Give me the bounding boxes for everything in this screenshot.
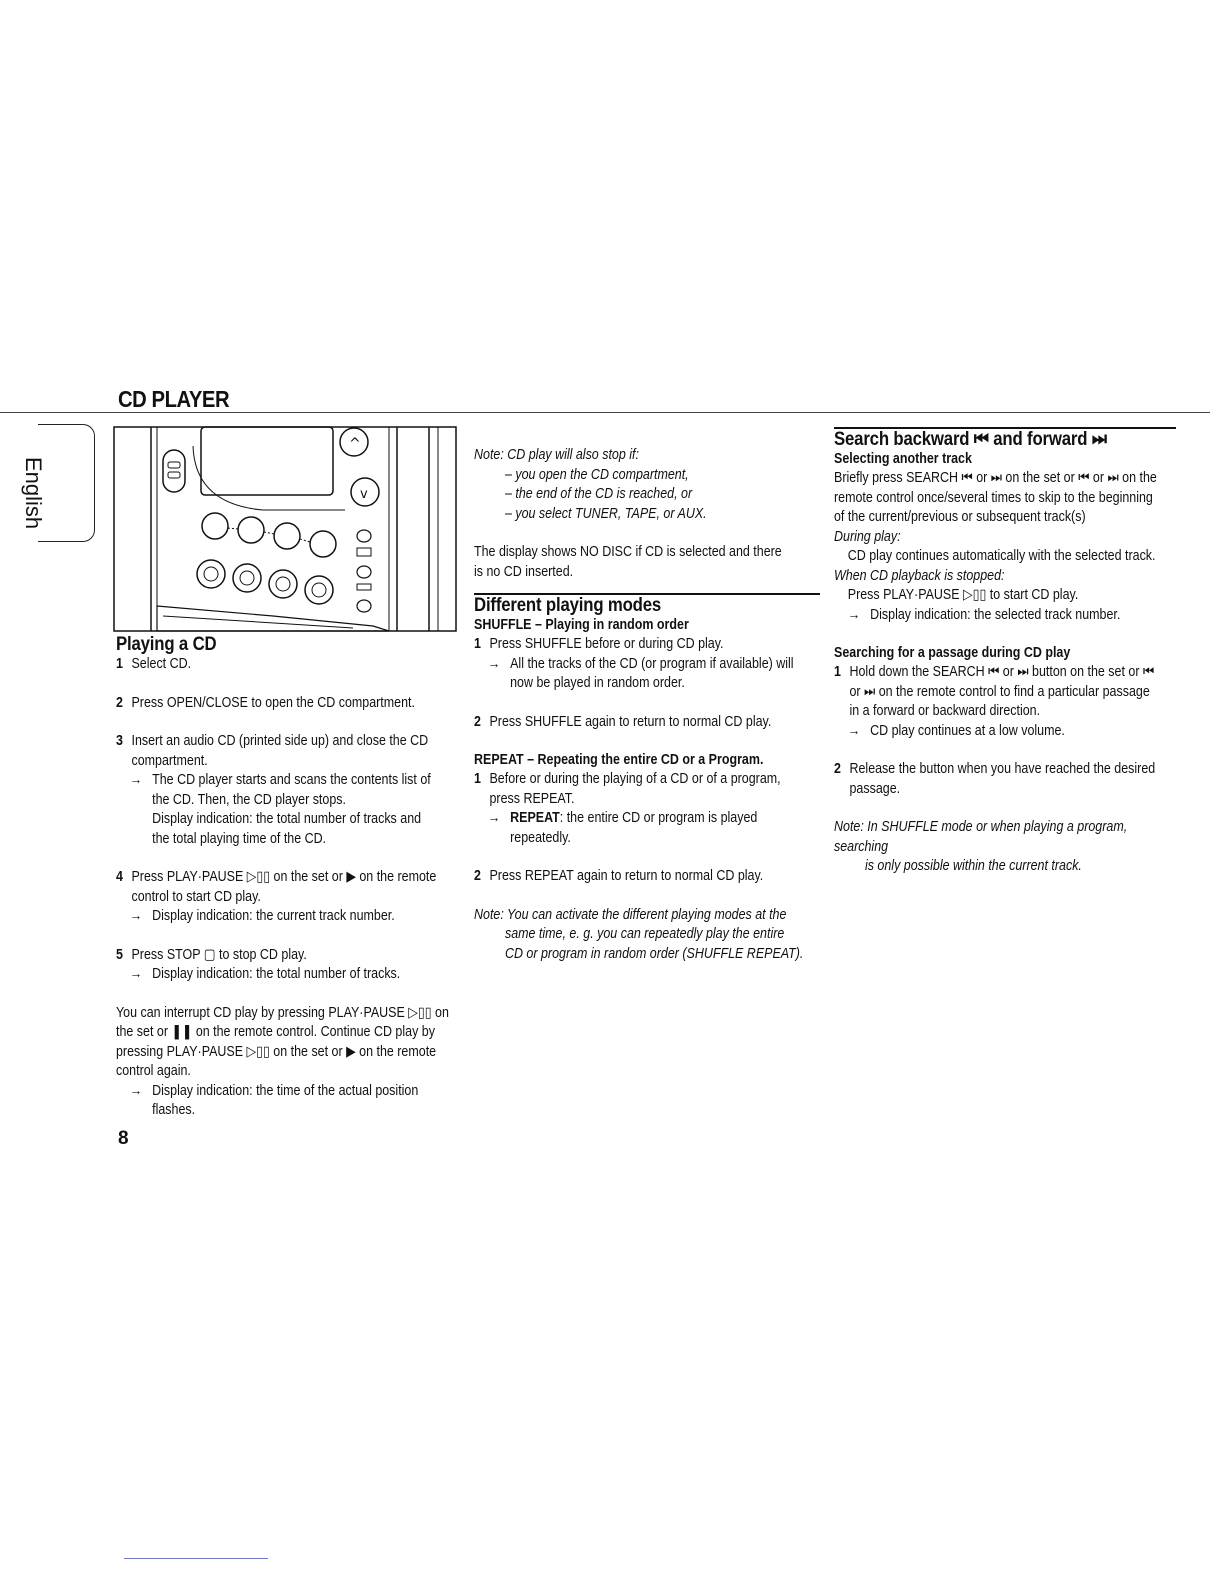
shuffle-step-2: 2 Press SHUFFLE again to return to normal CD play. [474,713,772,730]
note-stop-conditions-title: Note: CD play will also stop if: [474,447,639,463]
svg-text:^: ^ [349,436,361,452]
when-stopped-result: → Display indication: the selected track number. [847,606,1121,623]
svg-text:v: v [360,487,368,502]
language-label: English [21,457,46,530]
device-illustration [113,426,457,632]
interrupt-paragraph: You can interrupt CD play by pressing PLAY·PAUSE ▷▯▯ on the set or ❚❚ on the remote control. Continue CD play by pressing PLAY·PAUSE ▷▯▯ on the set or ▶ on the remote control again. [116,1004,449,1079]
when-stopped-text: Press PLAY·PAUSE ▷▯▯ to start CD play. [847,587,1079,603]
heading-search: Search backward ⏮ and forward ⏭ [834,428,1107,450]
bottom-rule [124,1558,268,1559]
note-modes: Note: You can activate the different playing modes at the same time, e. g. you can repeatedly play the entire CD or program in random order (SHUFFLE REPEAT). [474,906,804,962]
shuffle-heading: SHUFFLE – Playing in random order [474,617,689,633]
step-2: 2 Press OPEN/CLOSE to open the CD compartment. [116,694,415,711]
column-playing-a-cd [116,633,452,1121]
no-disc-text: The display shows NO DISC if CD is selected and there is no CD inserted. [474,544,782,580]
selecting-another-track-heading: Selecting another track [834,451,972,467]
cd-player-panel-drawing [113,426,457,632]
searching-passage-heading: Searching for a passage during CD play [834,645,1071,661]
column-search [834,428,1176,877]
note-search: Note: In SHUFFLE mode or when playing a program, searching is only possible within the current track. [834,819,1128,874]
step-4: 4 Press PLAY·PAUSE ▷▯▯ on the set or ▶ on the remote control to start CD play. [116,869,437,905]
interrupt-result: → Display indication: the time of the actual position flashes. [129,1082,419,1118]
during-play-text: CD play continues automatically with the selected track. [847,548,1156,564]
when-stopped-label: When CD playback is stopped: [834,567,1005,584]
repeat-heading: REPEAT – Repeating the entire CD or a Program. [474,752,764,768]
search-step-2: 2 Release the button when you have reached the desired passage. [834,761,1156,797]
repeat-step-1: 1 Before or during the playing of a CD or of a program, press REPEAT. [474,771,781,807]
page-title: CD PLAYER [118,386,230,412]
step-5-result: → Display indication: the total number of tracks. [129,966,401,982]
during-play-label: During play: [834,528,901,545]
step-1: 1 Select CD. [116,656,192,672]
header-rule [0,412,1210,413]
repeat-step-2: 2 Press REPEAT again to return to normal CD play. [474,868,764,884]
shuffle-step-1: 1 Press SHUFFLE before or during CD play. [474,636,724,652]
language-tab [21,424,95,542]
shuffle-result: → All the tracks of the CD (or program if available) will now be played in random order. [487,655,794,691]
step-4-result: → Display indication: the current track number. [129,908,395,924]
note-stop-conditions-list: – you open the CD compartment, – the end of the CD is reached, or – you select TUNER, TAPE, or AUX. [504,466,707,522]
step-3: 3 Insert an audio CD (printed side up) and close the CD compartment. [116,733,429,769]
heading-playing-a-cd: Playing a CD [116,633,217,655]
page-number: 8 [118,1128,129,1149]
step-5: 5 Press STOP ▢ to stop CD play. [116,946,307,963]
search-step-1-result: → CD play continues at a low volume. [847,722,1065,739]
heading-different-playing-modes: Different playing modes [474,594,662,616]
step-3-result: → The CD player starts and scans the contents list of the CD. Then, the CD player stops. Display indication: the total number of tracks and the total playing time of the CD. [129,772,431,847]
column-playing-modes-body [474,594,820,964]
selecting-track-text: Briefly press SEARCH ⏮ or ⏭ on the set or ⏮ or ⏭ on the remote control once/several times to skip to the beginning of the current/previous or subsequent track(s) [834,470,1157,525]
repeat-result: → REPEAT: the entire CD or program is played repeatedly. [487,810,758,846]
column-playing-modes [474,446,820,582]
search-step-1: 1 Hold down the SEARCH ⏮ or ⏭ button on the set or ⏮ or ⏭ on the remote control to find a particular passage in a forward or backward direction. [834,664,1155,719]
